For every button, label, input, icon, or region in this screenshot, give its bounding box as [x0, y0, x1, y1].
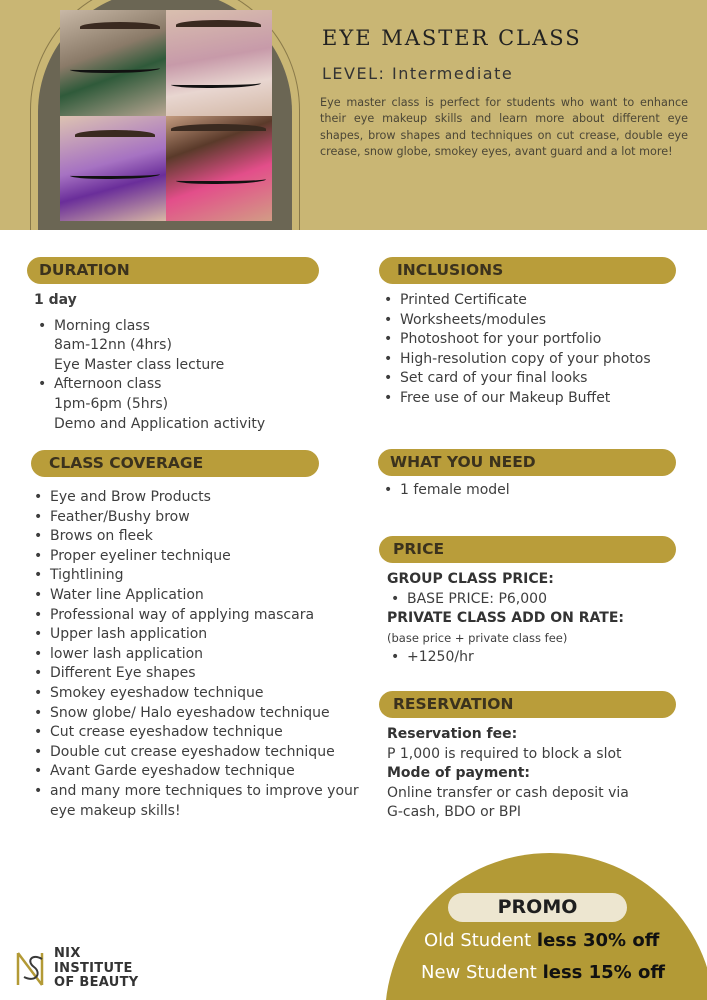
- coverage-list: [30, 488, 360, 802]
- eyeliner-shape: [176, 176, 266, 184]
- need-content: [380, 481, 680, 501]
- promo-badge: PROMO: [448, 893, 627, 922]
- list-item: • Snow globe/ Halo eyeshadow technique: [30, 704, 360, 724]
- eyeliner-shape: [70, 171, 160, 179]
- coverage-content: [30, 488, 360, 821]
- brand-line: INSTITUTE: [54, 960, 133, 976]
- list-item: • Photoshoot for your portfolio: [380, 330, 690, 350]
- nix-logo-icon: [12, 945, 52, 990]
- eye-makeup-photo-collage: [60, 10, 272, 221]
- duration-content: [34, 291, 334, 434]
- private-rate-list: [387, 648, 687, 668]
- promo-new-student: [421, 962, 665, 983]
- reservation-fee-text: P 1,000 is required to block a slot: [387, 745, 622, 762]
- eye-photo-green-smokey: [60, 10, 166, 116]
- payment-mode-label: Mode of payment:: [387, 765, 531, 782]
- private-rate: • +1250/hr: [387, 648, 687, 668]
- session-title: • Morning class: [54, 317, 150, 334]
- private-rate-note: (base price + private class fee): [387, 630, 568, 645]
- session-activity: Demo and Application activity: [54, 415, 266, 432]
- list-item: • High-resolution copy of your photos: [380, 350, 690, 370]
- list-item: • Avant Garde eyeshadow technique: [30, 762, 360, 782]
- base-price: • BASE PRICE: P6,000: [387, 590, 687, 610]
- header-banner: [0, 0, 707, 230]
- page-title: EYE MASTER CLASS: [322, 26, 582, 50]
- brow-shape: [80, 22, 160, 32]
- list-item: [34, 375, 334, 434]
- list-item: • Smokey eyeshadow technique: [30, 684, 360, 704]
- list-item: • Double cut crease eyeshadow technique: [30, 743, 360, 763]
- list-item: • Proper eyeliner technique: [30, 547, 360, 567]
- promo-old-label: Old Student: [424, 930, 537, 951]
- duration-days: 1 day: [34, 292, 77, 308]
- eye-photo-pink-glitter: [166, 116, 272, 222]
- section-header-price: PRICE: [379, 536, 676, 563]
- session-time: 1pm-6pm (5hrs): [54, 395, 169, 412]
- list-item: • 1 female model: [380, 481, 680, 501]
- list-item: • Brows on fleek: [30, 527, 360, 547]
- promo-new-label: New Student: [421, 962, 543, 983]
- group-price-label: GROUP CLASS PRICE:: [387, 571, 554, 587]
- need-list: [380, 481, 680, 501]
- list-item: • Feather/Bushy brow: [30, 508, 360, 528]
- inclusions-content: [380, 291, 690, 409]
- list-item: • Tightlining: [30, 566, 360, 586]
- price-content: [387, 570, 687, 668]
- list-item: • Worksheets/modules: [380, 311, 690, 331]
- section-header-inclusions: INCLUSIONS: [379, 257, 676, 284]
- brow-shape: [176, 20, 261, 30]
- list-item: • lower lash application: [30, 645, 360, 665]
- reservation-content: [387, 725, 687, 823]
- brand-line: OF BEAUTY: [54, 975, 139, 990]
- brow-shape: [75, 130, 155, 140]
- list-item: • and many more techniques to improve your: [30, 782, 360, 802]
- list-item: • Eye and Brow Products: [30, 488, 360, 508]
- session-title: • Afternoon class: [54, 376, 162, 393]
- session-time: 8am-12nn (4hrs): [54, 337, 172, 354]
- payment-mode-text: Online transfer or cash deposit via: [387, 784, 629, 801]
- private-rate-label: PRIVATE CLASS ADD ON RATE:: [387, 610, 624, 627]
- eye-photo-purple-halo: [60, 116, 166, 222]
- brow-shape: [171, 124, 266, 134]
- list-item: • Printed Certificate: [380, 291, 690, 311]
- promo-new-discount: less 15% off: [542, 962, 665, 983]
- brand-line: NIX: [54, 946, 81, 961]
- class-description: Eye master class is perfect for students who want to enhance their eye makeup skills and learn more about different eye shapes, brow shapes and techniques on cut crease, double eye crease, snow globe, smokey eyes, avant guard and a lot more!: [320, 96, 688, 158]
- inclusions-list: [380, 291, 690, 409]
- section-header-what-you-need: WHAT YOU NEED: [378, 449, 676, 476]
- list-item-continuation: eye makeup skills!: [50, 802, 181, 819]
- level-label: LEVEL: Intermediate: [322, 64, 514, 83]
- list-item: [34, 317, 334, 376]
- list-item: • Upper lash application: [30, 625, 360, 645]
- section-header-class-coverage: CLASS COVERAGE: [31, 450, 319, 477]
- eyeliner-shape: [70, 65, 160, 73]
- payment-mode-text: G-cash, BDO or BPI: [387, 804, 522, 821]
- eye-photo-pink-cut-crease: [166, 10, 272, 116]
- list-item: • Water line Application: [30, 586, 360, 606]
- list-item: • Different Eye shapes: [30, 664, 360, 684]
- list-item: • Professional way of applying mascara: [30, 606, 360, 626]
- section-header-duration: DURATION: [27, 257, 319, 284]
- eyeliner-shape: [171, 80, 261, 88]
- duration-list: [34, 317, 334, 435]
- list-item: • Cut crease eyeshadow technique: [30, 723, 360, 743]
- reservation-fee-label: Reservation fee:: [387, 726, 518, 742]
- promo-old-student: [424, 930, 659, 951]
- group-price-list: [387, 590, 687, 610]
- list-item: • Free use of our Makeup Buffet: [380, 389, 690, 409]
- promo-old-discount: less 30% off: [536, 930, 660, 951]
- section-header-reservation: RESERVATION: [379, 691, 676, 718]
- list-item: • Set card of your final looks: [380, 369, 690, 389]
- brand-name: [54, 947, 138, 991]
- session-activity: Eye Master class lecture: [54, 356, 225, 373]
